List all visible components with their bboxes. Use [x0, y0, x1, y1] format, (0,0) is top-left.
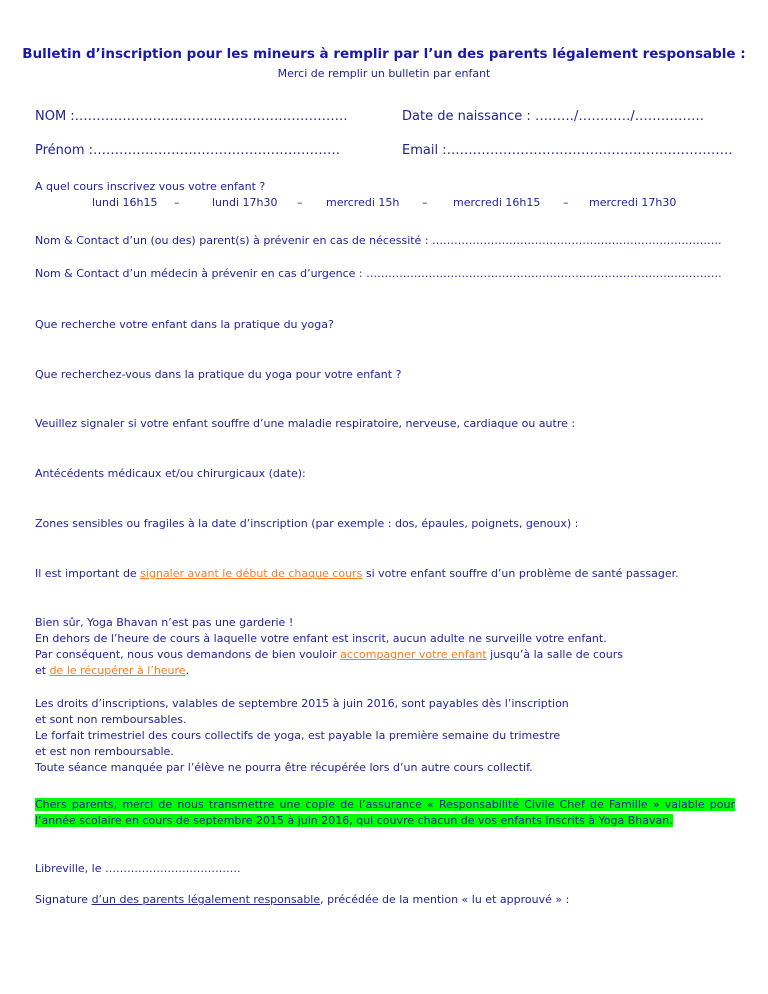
important-link: signaler avant le début de chaque cours	[140, 567, 363, 580]
garderie-line-1: Bien sûr, Yoga Bhavan n’est pas une garderie !	[35, 616, 294, 629]
garderie-line-3	[35, 648, 623, 661]
garderie-line-3-before: Par conséquent, nous vous demandons de bien vouloir	[35, 648, 341, 661]
contact-parent-field[interactable]: Nom & Contact d’un (ou des) parent(s) à prévenir en cas de nécessité : …………………………………………………………………….	[35, 234, 722, 247]
droits-line-4: et est non remboursable.	[35, 745, 174, 758]
cours-option-lundi-16h15[interactable]: lundi 16h15	[92, 196, 158, 209]
question-parents: Que recherchez-vous dans la pratique du yoga pour votre enfant ?	[35, 368, 402, 381]
signature-before: Signature	[35, 893, 92, 906]
droits-line-1: Les droits d’inscriptions, valables de septembre 2015 à juin 2016, sont payables dès l’inscription	[35, 697, 569, 710]
cours-separator: –	[422, 196, 428, 209]
form-title: Bulletin d’inscription pour les mineurs à remplir par l’un des parents légalement responsable :	[22, 46, 746, 62]
cours-separator: –	[297, 196, 303, 209]
cours-option-mercredi-17h30[interactable]: mercredi 17h30	[589, 196, 677, 209]
cours-option-lundi-17h30[interactable]: lundi 17h30	[212, 196, 278, 209]
cours-question: A quel cours inscrivez vous votre enfant ?	[35, 180, 266, 193]
cours-option-mercredi-15h[interactable]: mercredi 15h	[326, 196, 400, 209]
important-text-after: si votre enfant souffre d’un problème de santé passager.	[362, 567, 679, 580]
signature-underlined: d’un des parents légalement responsable	[91, 893, 321, 906]
garderie-line-4-after: .	[185, 664, 190, 677]
droits-line-5: Toute séance manquée par l’élève ne pourra être récupérée lors d’un autre cours collectif.	[35, 761, 533, 774]
droits-line-2: et sont non remboursables.	[35, 713, 187, 726]
contact-medecin-field[interactable]: Nom & Contact d’un médecin à prévenir en cas d’urgence : …………………………………………………………………………………….	[35, 267, 722, 280]
signature-line	[35, 893, 569, 906]
date-naissance-field[interactable]: Date de naissance : ………/…………/…………….	[402, 109, 704, 124]
question-antecedents: Antécédents médicaux et/ou chirurgicaux (date):	[35, 467, 306, 480]
prenom-field[interactable]: Prénom :…………………………………………………	[35, 143, 341, 158]
cours-separator: –	[174, 196, 180, 209]
question-zones-sensibles: Zones sensibles ou fragiles à la date d’inscription (par exemple : dos, épaules, poignets, genoux) :	[35, 517, 579, 530]
form-subtitle: Merci de remplir un bulletin par enfant	[277, 67, 491, 80]
nom-field[interactable]: NOM :………………………………………………………	[35, 109, 348, 124]
important-notice	[35, 567, 679, 580]
garderie-line-3-after: jusqu’à la salle de cours	[486, 648, 623, 661]
garderie-line-4	[35, 664, 189, 677]
question-enfant: Que recherche votre enfant dans la pratique du yoga?	[35, 318, 334, 331]
email-field[interactable]: Email :…………………………………………………………	[402, 143, 733, 158]
recuperer-link: de le récupérer à l’heure	[49, 664, 186, 677]
garderie-line-2: En dehors de l’heure de cours à laquelle votre enfant est inscrit, aucun adulte ne surveille votre enfant.	[35, 632, 607, 645]
assurance-highlight: Chers parents, merci de nous transmettre une copie de l’assurance « Responsabilité Civile Chef de Famille » valable pour l’année scolaire en cours de septembre 2015 à juin 2016, qui couvre chacun de vos enfants inscrits à Yoga Bhavan.	[35, 798, 735, 827]
lieu-date-field[interactable]: Libreville, le ……………………………….	[35, 862, 241, 875]
question-maladie: Veuillez signaler si votre enfant souffre d’une maladie respiratoire, nerveuse, cardiaque ou autre :	[35, 417, 576, 430]
droits-line-3: Le forfait trimestriel des cours collectifs de yoga, est payable la première semaine du trimestre	[35, 729, 561, 742]
important-text-before: Il est important de	[35, 567, 141, 580]
signature-after: , précédée de la mention « lu et approuvé » :	[320, 893, 570, 906]
accompagner-link: accompagner votre enfant	[340, 648, 487, 661]
assurance-notice	[35, 797, 735, 829]
garderie-line-4-before: et	[35, 664, 50, 677]
cours-separator: –	[563, 196, 569, 209]
cours-option-mercredi-16h15[interactable]: mercredi 16h15	[453, 196, 541, 209]
